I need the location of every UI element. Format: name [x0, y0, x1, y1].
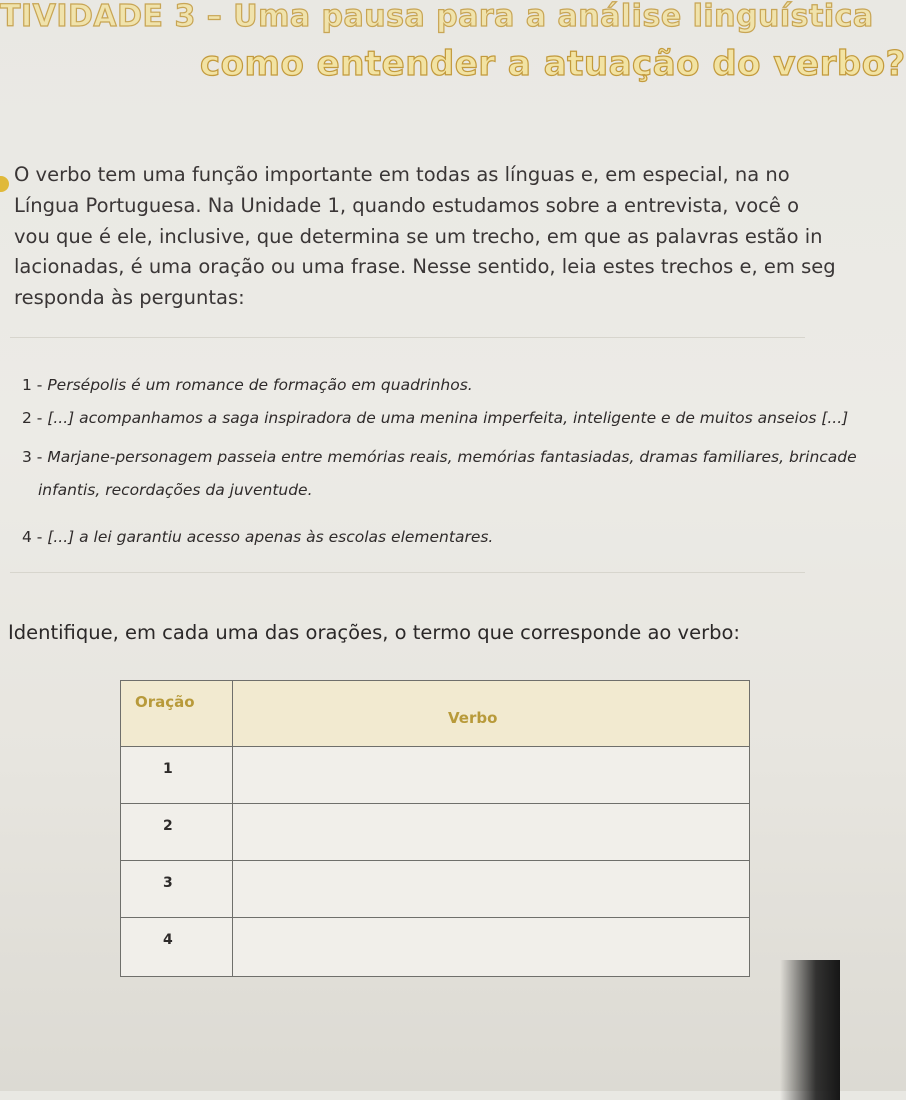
excerpt-text: Marjane-personagem passeia entre memórias reais, memórias fantasiadas, dramas familiares, brincade — [47, 448, 857, 466]
intro-paragraph — [14, 160, 836, 314]
column-header-verbo: Verbo — [448, 709, 498, 727]
oracao-number: 3 — [121, 861, 233, 917]
question-prompt: Identifique, em cada uma das orações, o termo que corresponde ao verbo: — [8, 621, 740, 644]
excerpt-2 — [22, 406, 849, 430]
intro-line: vou que é ele, inclusive, que determina se um trecho, em que as palavras estão in — [14, 224, 823, 248]
verbo-answer-cell[interactable] — [233, 804, 749, 860]
divider — [10, 572, 805, 573]
intro-line: Língua Portuguesa. Na Unidade 1, quando estudamos sobre a entrevista, você o — [14, 193, 800, 217]
excerpt-number: 3 - — [22, 448, 43, 466]
excerpt-4 — [22, 525, 812, 549]
activity-subtitle: como entender a atuação do verbo? — [200, 44, 906, 84]
bullet-icon — [0, 176, 9, 192]
photo-shadow — [780, 960, 840, 1100]
excerpt-number: 1 - — [22, 376, 43, 394]
excerpt-text: [...] a lei garantiu acesso apenas às escolas elementares. — [47, 528, 494, 546]
excerpt-3-continuation: infantis, recordações da juventude. — [38, 481, 313, 499]
excerpt-text: Persépolis é um romance de formação em quadrinhos. — [47, 376, 473, 394]
table-row — [121, 918, 749, 976]
answer-table — [120, 680, 750, 977]
table-row — [121, 747, 749, 804]
excerpt-number: 4 - — [22, 528, 43, 546]
intro-line: responda às perguntas: — [14, 286, 245, 310]
excerpt-text: [...] acompanhamos a saga inspiradora de uma menina imperfeita, inteligente e de muitos anseios [...] — [47, 409, 849, 427]
verbo-answer-cell[interactable] — [233, 918, 749, 976]
excerpt-3 — [22, 445, 857, 469]
oracao-number: 4 — [121, 918, 233, 976]
table-row — [121, 861, 749, 918]
table-row — [121, 804, 749, 861]
excerpt-number: 2 - — [22, 409, 43, 427]
oracao-number: 2 — [121, 804, 233, 860]
oracao-number: 1 — [121, 747, 233, 803]
activity-title: TIVIDADE 3 – Uma pausa para a análise linguística — [0, 0, 874, 34]
column-header-oracao: Oração — [121, 681, 233, 746]
verbo-answer-cell[interactable] — [233, 861, 749, 917]
intro-line: O verbo tem uma função importante em todas as línguas e, em especial, na no — [14, 163, 790, 186]
verbo-answer-cell[interactable] — [233, 747, 749, 803]
table-header — [121, 681, 749, 747]
intro-line: lacionadas, é uma oração ou uma frase. Nesse sentido, leia estes trechos e, em seg — [14, 255, 836, 279]
divider — [10, 337, 805, 338]
excerpt-1 — [22, 373, 812, 397]
